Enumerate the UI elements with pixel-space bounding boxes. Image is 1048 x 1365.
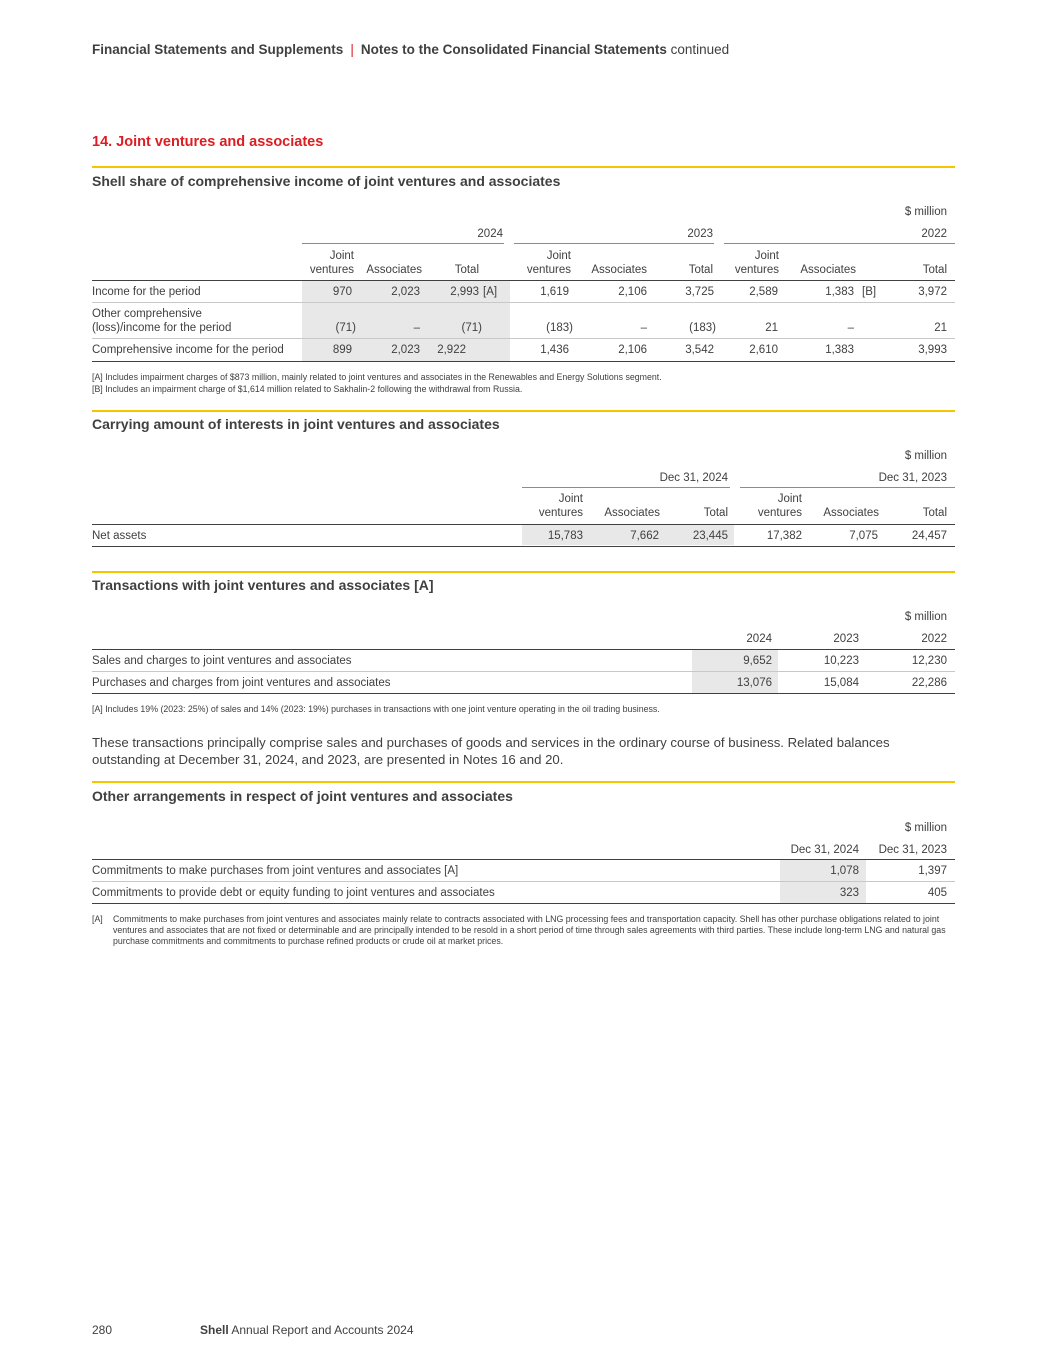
table1-cell: (71) [461, 322, 482, 334]
table1-cell: 2,106 [618, 286, 647, 298]
table1-cell: 21 [934, 322, 947, 334]
table4-footnote-tag: [A] [92, 914, 103, 924]
table1-cell: 2,023 [391, 286, 420, 298]
table1-row2-label-l2: (loss)/income for the period [92, 322, 232, 334]
table2-col-assoc: Associates [604, 507, 660, 519]
col-jv-2023-l2: ventures [526, 264, 571, 276]
section-rule [92, 166, 955, 168]
table3-footnote: [A] Includes 19% (2023: 25%) of sales and 14% (2023: 19%) purchases in transactions with one joint venture operating in the oil trading business. [92, 704, 660, 714]
table1-header-rule [92, 280, 955, 281]
table2-col-jv-l1: Joint [777, 493, 802, 505]
header-subsection: Notes to the Consolidated Financial Statements [360, 42, 667, 57]
table4-row1-label: Commitments to make purchases from joint ventures and associates [A] [92, 865, 459, 877]
table1-year-rule-2022 [724, 243, 955, 244]
table2-cell: 17,382 [766, 530, 802, 542]
table2-period-2023: Dec 31, 2023 [878, 472, 947, 484]
table3-cell: 10,223 [823, 655, 859, 667]
table1-row1-label: Income for the period [92, 286, 201, 298]
table2-bottom-rule [92, 546, 955, 547]
table1-title: Shell share of comprehensive income of joint ventures and associates [92, 173, 561, 189]
footnote-mark-B: [B] [862, 286, 877, 298]
col-jv-2022-l1: Joint [754, 250, 779, 262]
table1-cell: 970 [332, 286, 352, 298]
table1-year-2024: 2024 [477, 228, 503, 240]
table1-cell: – [640, 322, 647, 334]
table4-cell: 1,397 [918, 865, 947, 877]
table1-cell: – [847, 322, 854, 334]
col-jv-2024-l1: Joint [329, 250, 354, 262]
table3-cell: 13,076 [736, 677, 772, 689]
table2-period-rule [522, 487, 730, 488]
table1-cell: (183) [689, 322, 716, 334]
table1-year-rule-2023 [514, 243, 714, 244]
table2-title: Carrying amount of interests in joint ventures and associates [92, 416, 500, 432]
table1-row3-label: Comprehensive income for the period [92, 344, 284, 356]
col-total-2022: Total [922, 264, 947, 276]
table4-unit: $ million [904, 822, 947, 834]
table2-col-jv-l2: ventures [757, 507, 802, 519]
table4-bottom-rule [92, 903, 955, 904]
table4-footnote: Commitments to make purchases from joint ventures and associates mainly relate to contracts associated with LNG processing fees and transportation capacity. Shell has other purchase obligations related to joint ventures and associates that are not fixed or determinable and are principally intended to be resold in a short period of time through sales agreements with third parties. These include long-term LNG and natural gas purchase commitments and commitments to purchase refined products or crude oil at market prices. [113, 914, 946, 946]
table1-cell: 1,383 [825, 286, 854, 298]
table3-row2-label: Purchases and charges from joint ventures and associates [92, 677, 391, 689]
table2-row-label: Net assets [92, 530, 147, 542]
table1-cell: 1,619 [540, 286, 569, 298]
table3-cell: 15,084 [823, 677, 859, 689]
table2-cell: 15,783 [547, 530, 583, 542]
table4-period-2023: Dec 31, 2023 [878, 844, 947, 856]
table4-title: Other arrangements in respect of joint ventures and associates [92, 788, 513, 804]
table1-cell: 899 [332, 344, 352, 356]
col-total-2023: Total [688, 264, 713, 276]
col-assoc-2022: Associates [800, 264, 856, 276]
table1-cell: 1,383 [825, 344, 854, 356]
table1-row-rule [92, 338, 955, 339]
table1-footnote-A: [A] Includes impairment charges of $873 million, mainly related to joint ventures and associates in the Renewables and Energy Solutions segment. [92, 372, 662, 382]
table4-cell: 1,078 [830, 865, 859, 877]
table3-row-rule [92, 671, 955, 672]
header-section: Financial Statements and Supplements [92, 42, 344, 57]
table2-cell: 7,662 [630, 530, 659, 542]
col-total-2024: Total [454, 264, 479, 276]
table1-cell: 3,993 [918, 344, 947, 356]
table1-cell: 3,725 [685, 286, 714, 298]
table3-cell: 9,652 [743, 655, 772, 667]
table1-row2-label-l1: Other comprehensive [92, 308, 202, 320]
table2-period-rule [740, 487, 955, 488]
table3-unit: $ million [904, 611, 947, 623]
table2-header-rule [92, 524, 955, 525]
table1-cell: 3,972 [918, 286, 947, 298]
table3-cell: 22,286 [911, 677, 947, 689]
table1-year-rule-2024 [302, 243, 504, 244]
table2-cell: 23,445 [692, 530, 728, 542]
table1-year-2023: 2023 [687, 228, 713, 240]
col-jv-2022-l2: ventures [734, 264, 779, 276]
header-continued: continued [670, 42, 730, 57]
table3-bottom-rule [92, 693, 955, 694]
table4-cell: 405 [927, 887, 947, 899]
section-rule [92, 410, 955, 412]
table2-col-jv-l1: Joint [558, 493, 583, 505]
table2-col-total: Total [922, 507, 947, 519]
table1-cell: 2,922 [437, 344, 466, 356]
table4-row2-label: Commitments to provide debt or equity funding to joint ventures and associates [92, 887, 495, 899]
page-number: 280 [92, 1323, 113, 1337]
table1-cell: 3,542 [685, 344, 714, 356]
table3-year-2023: 2023 [833, 633, 859, 645]
table1-cell: 2,589 [749, 286, 778, 298]
col-jv-2023-l1: Joint [546, 250, 571, 262]
table1-cell: – [413, 322, 420, 334]
table4-row-rule [92, 881, 955, 882]
brand-name: Shell [200, 1323, 229, 1337]
table1-unit: $ million [904, 206, 947, 218]
header-separator: | [350, 42, 354, 57]
table3-year-2024: 2024 [746, 633, 772, 645]
table2-col-jv-l2: ventures [538, 507, 583, 519]
col-assoc-2023: Associates [591, 264, 647, 276]
table2-period-2024: Dec 31, 2024 [659, 472, 728, 484]
table1-cell: 2,106 [618, 344, 647, 356]
table3-header-rule [92, 649, 955, 650]
table2-unit: $ million [904, 450, 947, 462]
table1-cell: 2,610 [749, 344, 778, 356]
table1-row-rule [92, 302, 955, 303]
body-paragraph: These transactions principally comprise sales and purchases of goods and services in the ordinary course of business. Related balances outstanding at December 31, 2024, and 2023, are presented in Notes 16 and 20. [92, 735, 890, 767]
section-rule [92, 781, 955, 783]
table1-cell: (183) [546, 322, 573, 334]
table3-title: Transactions with joint ventures and associates [A] [92, 577, 434, 593]
table2-cell: 24,457 [911, 530, 947, 542]
table4-period-2024: Dec 31, 2024 [790, 844, 859, 856]
table2-col-assoc: Associates [823, 507, 879, 519]
table4-cell: 323 [839, 887, 859, 899]
table1-cell: 2,993 [450, 286, 479, 298]
section-rule [92, 571, 955, 573]
col-jv-2024-l2: ventures [309, 264, 354, 276]
table1-bottom-rule [92, 361, 955, 362]
table1-cell: 1,436 [540, 344, 569, 356]
table3-year-2022: 2022 [921, 633, 947, 645]
note-title: 14. Joint ventures and associates [92, 134, 324, 150]
table2-col-total: Total [703, 507, 728, 519]
footer-brand [200, 1323, 414, 1337]
table1-footnote-B: [B] Includes an impairment charge of $1,614 million related to Sakhalin-2 following the withdrawal from Russia. [92, 384, 523, 394]
table3-cell: 12,230 [911, 655, 947, 667]
table2-cell: 7,075 [849, 530, 878, 542]
table1-cell: (71) [335, 322, 356, 334]
running-header [92, 42, 729, 57]
table1-year-2022: 2022 [921, 228, 947, 240]
table4-header-rule [92, 859, 955, 860]
table3-row1-label: Sales and charges to joint ventures and associates [92, 655, 352, 667]
table1-cell: 2,023 [391, 344, 420, 356]
footnote-mark-A: [A] [483, 286, 498, 298]
table1-cell: 21 [765, 322, 778, 334]
report-name: Annual Report and Accounts 2024 [231, 1323, 414, 1337]
col-assoc-2024: Associates [366, 264, 422, 276]
